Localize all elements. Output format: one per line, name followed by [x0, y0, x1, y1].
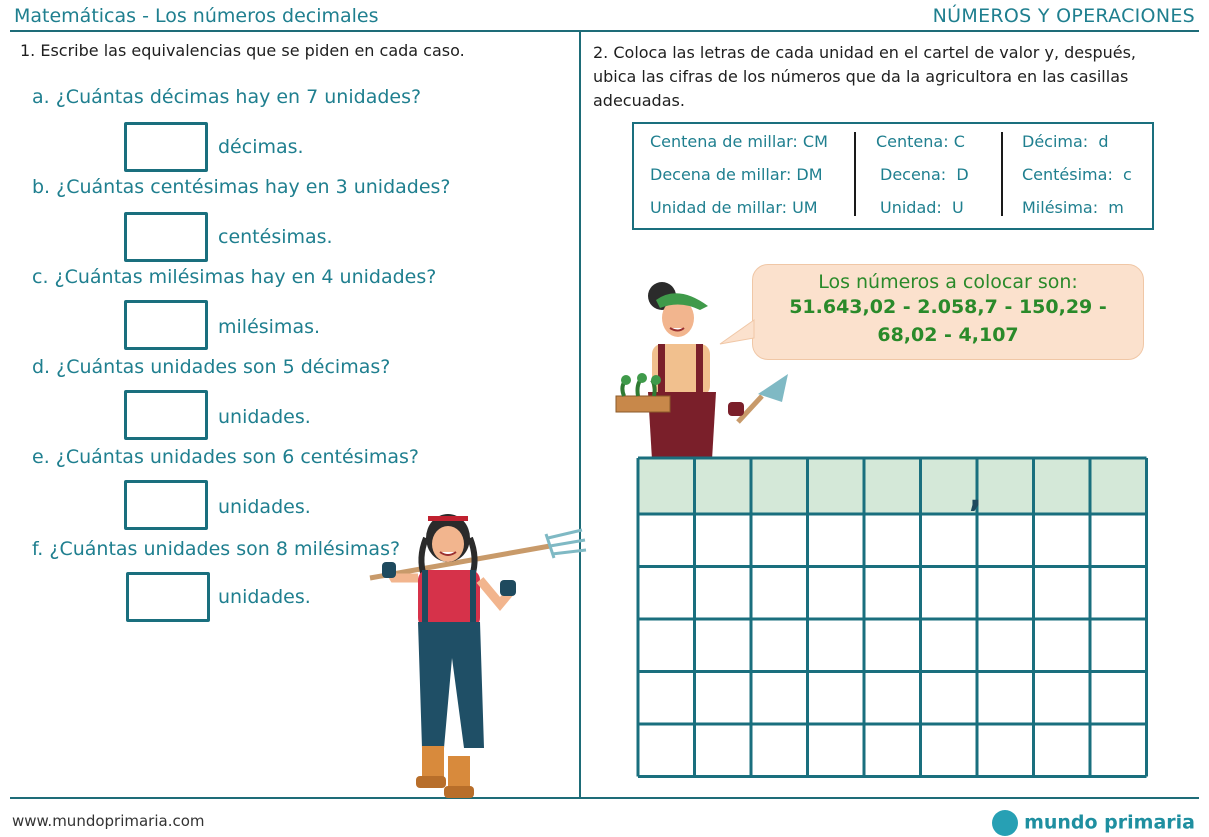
question-e: e. ¿Cuántas unidades son 6 centésimas? [32, 446, 419, 468]
answer-box-b[interactable] [124, 212, 208, 262]
grid-cell[interactable] [977, 672, 1034, 725]
grid-cell[interactable] [808, 672, 865, 725]
answer-unit-e: unidades. [218, 496, 311, 518]
grid-cell[interactable] [638, 672, 695, 725]
grid-cell[interactable] [921, 619, 978, 672]
footer-divider [10, 797, 1199, 799]
grid-cell[interactable] [1034, 567, 1091, 620]
grid-cell[interactable] [864, 672, 921, 725]
legend-divider [1001, 132, 1003, 216]
brand-name: mundo primaria [1024, 811, 1195, 834]
answer-unit-d: unidades. [218, 406, 311, 428]
farmer-with-pitchfork-illustration [360, 508, 590, 800]
grid-cell[interactable] [751, 514, 808, 567]
grid-cell[interactable] [921, 724, 978, 777]
place-value-grid[interactable] [632, 452, 1192, 782]
legend-item: Unidad: U [880, 198, 964, 217]
answer-unit-b: centésimas. [218, 226, 333, 248]
grid-cell[interactable] [977, 724, 1034, 777]
grid-cell[interactable] [864, 619, 921, 672]
answer-unit-c: milésimas. [218, 316, 321, 338]
grid-cell[interactable] [1090, 514, 1147, 567]
grid-cell[interactable] [638, 724, 695, 777]
speech-bubble [752, 264, 1144, 360]
grid-cell[interactable] [751, 724, 808, 777]
grid-cell[interactable] [638, 567, 695, 620]
answer-box-f[interactable] [126, 572, 210, 622]
question-b: b. ¿Cuántas centésimas hay en 3 unidades? [32, 176, 451, 198]
grid-cell[interactable] [1034, 672, 1091, 725]
header-divider [10, 30, 1199, 32]
legend-item: Milésima: m [1022, 198, 1124, 217]
grid-cell[interactable] [1090, 619, 1147, 672]
answer-box-e[interactable] [124, 480, 208, 530]
page-title: Matemáticas - Los números decimales [14, 5, 379, 27]
exercise2-instruction-line1: 2. Coloca las letras de cada unidad en el cartel de valor y, después, [593, 43, 1137, 62]
grid-cell[interactable] [638, 514, 695, 567]
grid-cell[interactable] [864, 724, 921, 777]
legend-item: Centena: C [876, 132, 965, 151]
answer-unit-a: décimas. [218, 136, 304, 158]
grid-cell[interactable] [977, 567, 1034, 620]
grid-cell[interactable] [808, 619, 865, 672]
grid-cell[interactable] [751, 567, 808, 620]
grid-cell[interactable] [1034, 724, 1091, 777]
place-value-legend [632, 122, 1154, 230]
grid-cell[interactable] [638, 619, 695, 672]
grid-cell[interactable] [864, 567, 921, 620]
grid-cell[interactable] [977, 514, 1034, 567]
question-a: a. ¿Cuántas décimas hay en 7 unidades? [32, 86, 422, 108]
grid-cell[interactable] [695, 619, 752, 672]
grid-cell[interactable] [921, 514, 978, 567]
grid-cell[interactable] [808, 724, 865, 777]
pitchfork-head [546, 530, 586, 558]
answer-box-c[interactable] [124, 300, 208, 350]
question-c: c. ¿Cuántas milésimas hay en 4 unidades? [32, 266, 437, 288]
grid-cell[interactable] [977, 619, 1034, 672]
grid-cell[interactable] [808, 514, 865, 567]
grid-cell[interactable] [1090, 724, 1147, 777]
answer-unit-f: unidades. [218, 586, 311, 608]
legend-item: Centena de millar: CM [650, 132, 828, 151]
grid-cell[interactable] [1090, 672, 1147, 725]
legend-divider [854, 132, 856, 216]
legend-item: Decena de millar: DM [650, 165, 823, 184]
speech-numbers-line1: 51.643,02 - 2.058,7 - 150,29 - [789, 296, 1107, 318]
grid-cell[interactable] [695, 672, 752, 725]
question-f: f. ¿Cuántas unidades son 8 milésimas? [32, 538, 401, 560]
grid-cell[interactable] [695, 567, 752, 620]
grid-cell[interactable] [1034, 514, 1091, 567]
exercise1-instruction: 1. Escribe las equivalencias que se piden en cada caso. [20, 41, 465, 60]
speech-numbers-line2: 68,02 - 4,107 [877, 324, 1019, 346]
footer-url[interactable]: www.mundoprimaria.com [12, 812, 205, 830]
answer-box-a[interactable] [124, 122, 208, 172]
brand-icon [992, 810, 1018, 836]
grid-cell[interactable] [695, 724, 752, 777]
grid-cell[interactable] [695, 514, 752, 567]
section-title: NÚMEROS Y OPERACIONES [932, 5, 1195, 27]
grid-cell[interactable] [808, 567, 865, 620]
grid-cell[interactable] [751, 619, 808, 672]
grid-cell[interactable] [1090, 567, 1147, 620]
legend-item: Unidad de millar: UM [650, 198, 818, 217]
grid-cell[interactable] [921, 567, 978, 620]
brand-logo[interactable] [992, 810, 1195, 836]
exercise2-instruction-line2: ubica las cifras de los números que da la agricultora en las casillas [593, 67, 1129, 86]
legend-item: Decena: D [880, 165, 969, 184]
grid-cell[interactable] [1034, 619, 1091, 672]
grid-cell[interactable] [921, 672, 978, 725]
speech-intro: Los números a colocar son: [818, 271, 1078, 293]
legend-item: Centésima: c [1022, 165, 1132, 184]
legend-item: Décima: d [1022, 132, 1109, 151]
question-d: d. ¿Cuántas unidades son 5 décimas? [32, 356, 391, 378]
answer-box-d[interactable] [124, 390, 208, 440]
grid-header-row[interactable] [638, 458, 1147, 514]
decimal-comma-marker: , [969, 475, 982, 515]
grid-cell[interactable] [864, 514, 921, 567]
exercise2-instruction-line3: adecuadas. [593, 91, 685, 110]
grid-cell[interactable] [751, 672, 808, 725]
farmer-with-plants-illustration [612, 276, 802, 460]
